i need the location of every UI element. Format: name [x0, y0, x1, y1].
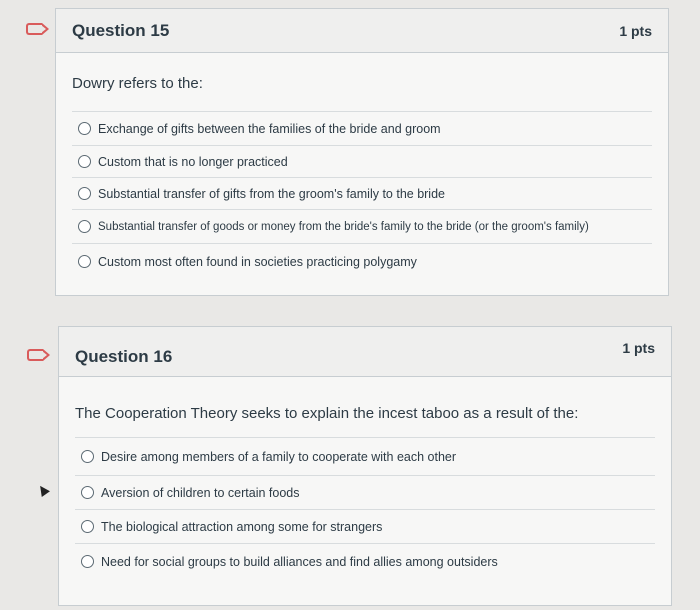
- radio-circle-icon[interactable]: [78, 220, 91, 233]
- question-points: 1 pts: [619, 22, 652, 39]
- mouse-cursor-icon: [36, 483, 50, 497]
- answer-label: Custom that is no longer practiced: [98, 154, 288, 169]
- question-card-15: [55, 8, 669, 296]
- flag-question-icon[interactable]: [26, 23, 42, 35]
- answer-option[interactable]: [75, 543, 655, 579]
- question-prompt: The Cooperation Theory seeks to explain the incest taboo as a result of the:: [75, 405, 579, 422]
- answer-label: Custom most often found in societies practicing polygamy: [98, 254, 417, 269]
- answer-list: [72, 111, 652, 279]
- answer-option[interactable]: [72, 111, 652, 145]
- answer-option[interactable]: [75, 437, 655, 475]
- question-header: [56, 9, 668, 53]
- answer-option[interactable]: [72, 243, 652, 279]
- answer-label: The biological attraction among some for strangers: [101, 519, 383, 534]
- answer-list: [75, 437, 655, 579]
- answer-label: Exchange of gifts between the families of the bride and groom: [98, 121, 441, 136]
- radio-circle-icon[interactable]: [81, 450, 94, 463]
- radio-circle-icon[interactable]: [81, 520, 94, 533]
- radio-circle-icon[interactable]: [81, 555, 94, 568]
- answer-label: Aversion of children to certain foods: [101, 485, 300, 500]
- answer-option[interactable]: [75, 509, 655, 543]
- answer-label: Need for social groups to build alliances and find allies among outsiders: [101, 554, 498, 569]
- radio-circle-icon[interactable]: [78, 122, 91, 135]
- answer-option[interactable]: [72, 177, 652, 209]
- flag-question-icon[interactable]: [27, 349, 43, 361]
- answer-option[interactable]: [75, 475, 655, 509]
- answer-label: Substantial transfer of gifts from the groom's family to the bride: [98, 186, 445, 201]
- radio-circle-icon[interactable]: [78, 255, 91, 268]
- question-title: Question 15: [72, 20, 170, 40]
- answer-option[interactable]: [72, 145, 652, 177]
- question-prompt: Dowry refers to the:: [72, 75, 203, 92]
- question-header: [59, 327, 671, 377]
- question-points: 1 pts: [622, 339, 655, 356]
- radio-circle-icon[interactable]: [78, 187, 91, 200]
- answer-option[interactable]: [72, 209, 652, 243]
- radio-circle-icon[interactable]: [81, 486, 94, 499]
- radio-circle-icon[interactable]: [78, 155, 91, 168]
- question-title: Question 16: [75, 346, 173, 366]
- answer-label: Substantial transfer of goods or money from the bride's family to the bride (or the groom's family): [98, 220, 589, 233]
- question-card-16: [58, 326, 672, 606]
- answer-label: Desire among members of a family to cooperate with each other: [101, 449, 457, 464]
